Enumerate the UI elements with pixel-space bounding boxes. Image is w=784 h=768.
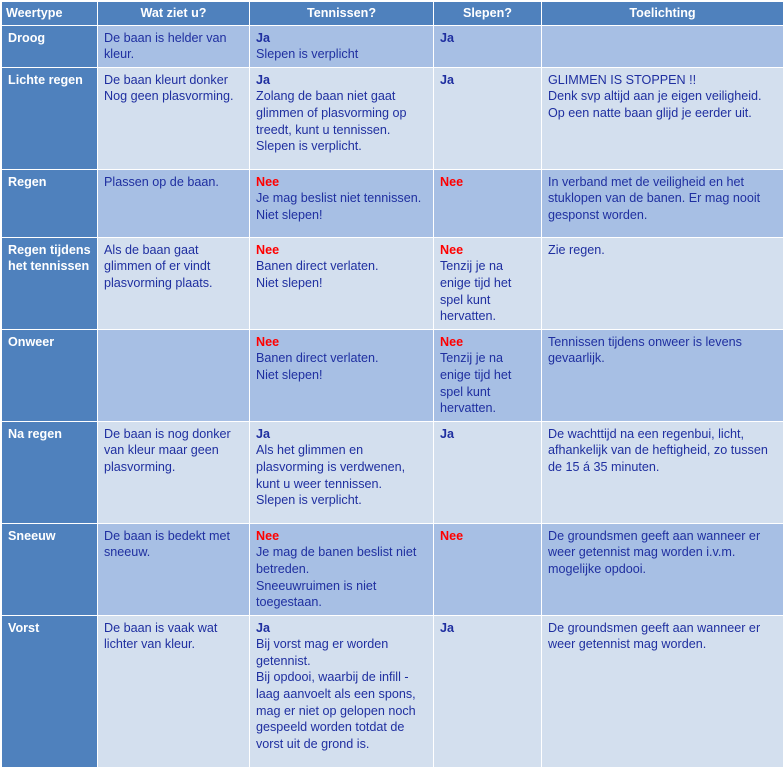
header-weertype: Weertype bbox=[2, 2, 98, 26]
weertype-cell-text: Vorst bbox=[8, 620, 40, 635]
weertype-cell bbox=[2, 237, 98, 329]
table-row bbox=[2, 421, 784, 523]
wat-ziet-u-cell bbox=[98, 421, 250, 523]
wat-ziet-u-cell bbox=[98, 615, 250, 767]
toelichting-cell-text: GLIMMEN IS STOPPEN !! bbox=[548, 72, 697, 87]
tennissen-cell-text: Banen direct verlaten. bbox=[256, 259, 379, 274]
table-row bbox=[2, 237, 784, 329]
tennissen-cell-text: Slepen is verplicht bbox=[256, 47, 359, 62]
tennissen-verdict: Ja bbox=[256, 30, 271, 45]
slepen-verdict: Nee bbox=[440, 334, 464, 349]
header-tennissen: Tennissen? bbox=[250, 2, 434, 26]
toelichting-cell bbox=[542, 523, 784, 615]
tennissen-verdict: Ja bbox=[256, 426, 271, 441]
slepen-cell-text: Tenzij je na enige tijd het spel kunt hervatten. bbox=[440, 351, 512, 416]
tennissen-cell-text: Niet slepen! bbox=[256, 367, 323, 382]
tennissen-cell-text: Niet slepen! bbox=[256, 207, 323, 222]
wat-ziet-u-cell bbox=[98, 25, 250, 67]
wat-ziet-u-cell-text: De baan is helder van kleur. bbox=[104, 30, 227, 62]
header-row bbox=[2, 2, 784, 26]
tennissen-verdict: Nee bbox=[256, 242, 280, 257]
slepen-verdict: Nee bbox=[440, 174, 464, 189]
slepen-cell-text: Tenzij je na enige tijd het spel kunt hervatten. bbox=[440, 259, 512, 324]
toelichting-cell bbox=[542, 237, 784, 329]
slepen-cell bbox=[434, 329, 542, 421]
toelichting-cell bbox=[542, 329, 784, 421]
tennissen-cell-text: Zolang de baan niet gaat glimmen of plasvorming op treedt, kunt u tennissen. bbox=[256, 89, 407, 137]
tennissen-cell bbox=[250, 237, 434, 329]
slepen-verdict: Nee bbox=[440, 242, 464, 257]
wat-ziet-u-cell bbox=[98, 237, 250, 329]
header-wat-ziet-u: Wat ziet u? bbox=[98, 2, 250, 26]
tennissen-cell bbox=[250, 25, 434, 67]
wat-ziet-u-cell-text: Plassen op de baan. bbox=[104, 174, 219, 189]
table-row bbox=[2, 329, 784, 421]
toelichting-cell-text: In verband met de veiligheid en het stuklopen van de banen. Er mag nooit gesponst worden. bbox=[548, 174, 761, 222]
weertype-cell bbox=[2, 615, 98, 767]
toelichting-cell bbox=[542, 25, 784, 67]
slepen-verdict: Ja bbox=[440, 72, 455, 87]
weertype-cell bbox=[2, 421, 98, 523]
tennissen-cell bbox=[250, 421, 434, 523]
header-slepen: Slepen? bbox=[434, 2, 542, 26]
toelichting-cell bbox=[542, 421, 784, 523]
slepen-cell bbox=[434, 237, 542, 329]
table-row bbox=[2, 615, 784, 767]
slepen-verdict: Ja bbox=[440, 426, 455, 441]
table-row bbox=[2, 67, 784, 169]
slepen-cell bbox=[434, 25, 542, 67]
tennissen-cell-text: Bij vorst mag er worden getennist. bbox=[256, 637, 389, 668]
toelichting-cell-text: Tennissen tijdens onweer is levens gevaarlijk. bbox=[548, 334, 742, 366]
weertype-cell bbox=[2, 523, 98, 615]
tennissen-cell bbox=[250, 615, 434, 767]
tennissen-cell bbox=[250, 329, 434, 421]
toelichting-cell bbox=[542, 615, 784, 767]
toelichting-cell bbox=[542, 169, 784, 237]
tennissen-verdict: Ja bbox=[256, 620, 271, 635]
slepen-cell bbox=[434, 523, 542, 615]
tennissen-verdict: Nee bbox=[256, 528, 280, 543]
toelichting-cell-text: De groundsmen geeft aan wanneer er weer getennist mag worden. bbox=[548, 620, 761, 652]
slepen-cell bbox=[434, 67, 542, 169]
tennissen-verdict: Ja bbox=[256, 72, 271, 87]
tennissen-cell-text: Banen direct verlaten. bbox=[256, 351, 379, 366]
slepen-verdict: Ja bbox=[440, 30, 455, 45]
weertype-cell-text: Sneeuw bbox=[8, 528, 56, 543]
wat-ziet-u-cell bbox=[98, 169, 250, 237]
toelichting-cell-text: Denk svp altijd aan je eigen veiligheid. Op een natte baan glijd je eerder uit. bbox=[548, 89, 762, 120]
table-row bbox=[2, 25, 784, 67]
tennissen-cell-text: Niet slepen! bbox=[256, 275, 323, 290]
table-row bbox=[2, 523, 784, 615]
wat-ziet-u-cell bbox=[98, 523, 250, 615]
wat-ziet-u-cell-text: De baan is bedekt met sneeuw. bbox=[104, 528, 231, 560]
weertype-cell-text: Lichte regen bbox=[8, 72, 83, 87]
weertype-cell bbox=[2, 169, 98, 237]
weertype-cell-text: Regen bbox=[8, 174, 47, 189]
weertype-cell-text: Onweer bbox=[8, 334, 55, 349]
tennissen-cell-text: Sneeuwruimen is niet toegestaan. bbox=[256, 578, 377, 610]
slepen-cell bbox=[434, 421, 542, 523]
wat-ziet-u-cell-text: Als de baan gaat glimmen of er vindt plasvorming plaats. bbox=[104, 242, 213, 290]
toelichting-cell-text: Zie regen. bbox=[548, 242, 605, 257]
tennissen-cell bbox=[250, 67, 434, 169]
tennissen-cell-text: Je mag beslist niet tennissen. bbox=[256, 191, 422, 206]
header-toelichting: Toelichting bbox=[542, 2, 784, 26]
toelichting-cell-text: De wachttijd na een regenbui, licht, afhankelijk van de heftigheid, zo tussen de 15 á 35 minuten. bbox=[548, 426, 768, 474]
weertype-cell-text: Na regen bbox=[8, 426, 62, 441]
slepen-cell bbox=[434, 615, 542, 767]
weertype-cell bbox=[2, 67, 98, 169]
toelichting-cell bbox=[542, 67, 784, 169]
weertype-cell bbox=[2, 329, 98, 421]
wat-ziet-u-cell-text: De baan kleurt donker bbox=[104, 72, 228, 87]
tennissen-cell bbox=[250, 169, 434, 237]
wat-ziet-u-cell-text: De baan is vaak wat lichter van kleur. bbox=[104, 620, 218, 652]
table-row bbox=[2, 169, 784, 237]
tennissen-cell-text: Slepen is verplicht. bbox=[256, 139, 362, 154]
tennissen-verdict: Nee bbox=[256, 334, 280, 349]
weertype-cell-text: Regen tijdens het tennissen bbox=[8, 242, 91, 274]
tennissen-verdict: Nee bbox=[256, 174, 280, 189]
tennissen-cell-text: Slepen is verplicht. bbox=[256, 493, 362, 508]
wat-ziet-u-cell bbox=[98, 67, 250, 169]
tennissen-cell-text: Als het glimmen en plasvorming is verdwenen, kunt u weer tennissen. bbox=[256, 443, 406, 491]
slepen-verdict: Ja bbox=[440, 620, 455, 635]
slepen-cell bbox=[434, 169, 542, 237]
weather-rules-table bbox=[1, 1, 784, 768]
slepen-verdict: Nee bbox=[440, 528, 464, 543]
weertype-cell bbox=[2, 25, 98, 67]
wat-ziet-u-cell-text: Nog geen plasvorming. bbox=[104, 89, 234, 104]
toelichting-cell-text: De groundsmen geeft aan wanneer er weer getennist mag worden i.v.m. mogelijke opdooi. bbox=[548, 528, 761, 576]
wat-ziet-u-cell bbox=[98, 329, 250, 421]
tennissen-cell-text: Je mag de banen beslist niet betreden. bbox=[256, 545, 417, 576]
tennissen-cell-text: Bij opdooi, waarbij de infill -laag aanvoelt als een spons, mag er niet op gelopen noch gespeeld worden totdat de vorst uit de grond is. bbox=[256, 670, 416, 751]
tennissen-cell bbox=[250, 523, 434, 615]
weertype-cell-text: Droog bbox=[8, 30, 46, 45]
wat-ziet-u-cell-text: De baan is nog donker van kleur maar geen plasvorming. bbox=[104, 426, 231, 474]
